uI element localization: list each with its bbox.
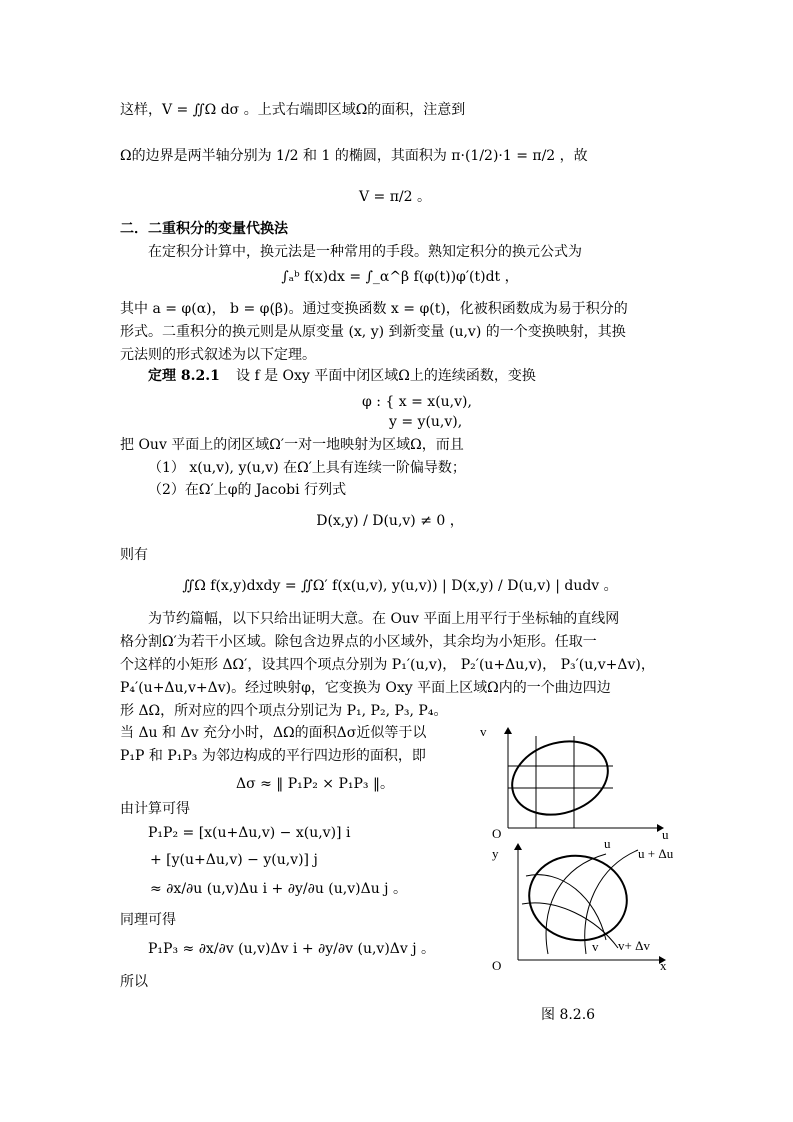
u-curve-label: u — [604, 836, 611, 851]
text-line-21: 形 ΔΩ，所对应的四个项点分别记为 P₁, P₂, P₃, P₄。 — [120, 703, 448, 719]
text-line-12: （1） x(u,v), y(u,v) 在Ω′上具有连续一阶偏导数； — [148, 460, 466, 476]
origin-label-top: O — [492, 826, 502, 841]
text-line-17: 为节约篇幅，以下只给出证明大意。在 Ouv 平面上用平行于坐标轴的直线网 — [148, 611, 620, 627]
text-line-8: 元法则的形式叙述为以下定理。 — [120, 347, 316, 363]
theorem-label: 定理 8.2.1 — [148, 368, 220, 384]
v-dv-curve-label: v+ Δv — [618, 938, 650, 953]
text-line-15: 则有 — [120, 547, 148, 563]
formula-map-x: φ : { x = x(u,v), — [362, 394, 472, 410]
formula-area-approx: Δσ ≈ ‖ P₁P₂ × P₁P₃ ‖。 — [236, 776, 394, 792]
text-line-20: P₄′(u+Δu,v+Δv)。经过映射φ，它变换为 Oxy 平面上区域Ω内的一个曲边四边 — [120, 680, 611, 696]
text-line-22: 当 Δu 和 Δv 充分小时，ΔΩ的面积Δσ近似等于以 — [120, 725, 427, 741]
u-axis-label: u — [662, 827, 669, 842]
text-line-23: P₁P 和 P₁P₃ 为邻边构成的平行四边形的面积，即 — [120, 748, 426, 764]
text-line-9: 设 f 是 Oxy 平面中闭区域Ω上的连续函数，变换 — [236, 368, 536, 384]
figure-caption: 图 8.2.6 — [541, 1007, 596, 1023]
text-line-18: 格分割Ω′为若干小区域。除包含边界点的小区域外，其余均为小矩形。任取一 — [120, 634, 597, 650]
text-line-4: 在定积分计算中，换元法是一种常用的手段。熟知定积分的换元公式为 — [148, 244, 582, 260]
xy-plane — [492, 836, 674, 972]
formula-map-y: y = y(u,v), — [389, 414, 463, 430]
figure-8-2-6 — [478, 722, 678, 972]
text-line-2: Ω的边界是两半轴分别为 1/2 和 1 的椭圆，其面积为 π·(1/2)·1 = π/2 ，故 — [120, 148, 588, 164]
formula-p1p2: P₁P₂ = [x(u+Δu,v) − x(u,v)] i — [148, 825, 351, 841]
text-line-25: 由计算可得 — [120, 801, 190, 817]
u-du-curve-label: u + Δu — [638, 846, 674, 861]
text-line-1: 这样，V = ∬Ω dσ 。上式右端即区域Ω的面积，注意到 — [120, 102, 466, 118]
text-line-7: 形式。二重积分的换元则是从原变量 (x, y) 到新变量 (u,v) 的一个变换映射，其换 — [120, 324, 626, 340]
text-line-6: 其中 a = φ(α)， b = φ(β)。通过变换函数 x = φ(t)，化被积函数成为易于积分的 — [120, 301, 628, 317]
formula-jacobian: D(x,y) / D(u,v) ≠ 0 ， — [316, 513, 464, 529]
v-curve-label: v — [592, 939, 599, 954]
section-heading: 二．二重积分的变量代换法 — [120, 221, 288, 237]
text-line-31: 所以 — [120, 974, 148, 990]
formula-volume: V = π/2 。 — [358, 189, 432, 205]
y-axis-label: y — [492, 846, 499, 861]
text-line-13: （2）在Ω′上φ的 Jacobi 行列式 — [148, 482, 347, 498]
text-line-19: 个这样的小矩形 ΔΩ′，设其四个项点分别为 P₁′(u,v)， P₂′(u+Δu,v)， P₃′(u,v+Δv)， — [120, 657, 655, 673]
formula-substitution: ∫ₐᵇ f(x)dx = ∫_α^β f(φ(t))φ′(t)dt ， — [281, 269, 519, 285]
x-axis-label: x — [660, 958, 667, 972]
formula-p1p2-cont: + [y(u+Δu,v) − y(u,v)] j — [150, 852, 318, 868]
text-line-11: 把 Ouv 平面上的闭区域Ω′一对一地映射为区域Ω，而且 — [120, 437, 464, 453]
formula-p1p2-approx: ≈ ∂x/∂u (u,v)Δu i + ∂y/∂u (u,v)Δu j 。 — [150, 881, 407, 897]
origin-label-bottom: O — [492, 958, 502, 972]
v-axis-label: v — [480, 724, 487, 739]
text-line-29: 同理可得 — [120, 912, 176, 928]
uv-plane — [480, 724, 669, 842]
formula-change-of-variables: ∬Ω f(x,y)dxdy = ∬Ω′ f(x(u,v), y(u,v)) | D(x,y) / D(u,v) | dudv 。 — [182, 578, 618, 594]
formula-p1p3: P₁P₃ ≈ ∂x/∂v (u,v)Δv i + ∂y/∂v (u,v)Δv j 。 — [148, 941, 436, 957]
